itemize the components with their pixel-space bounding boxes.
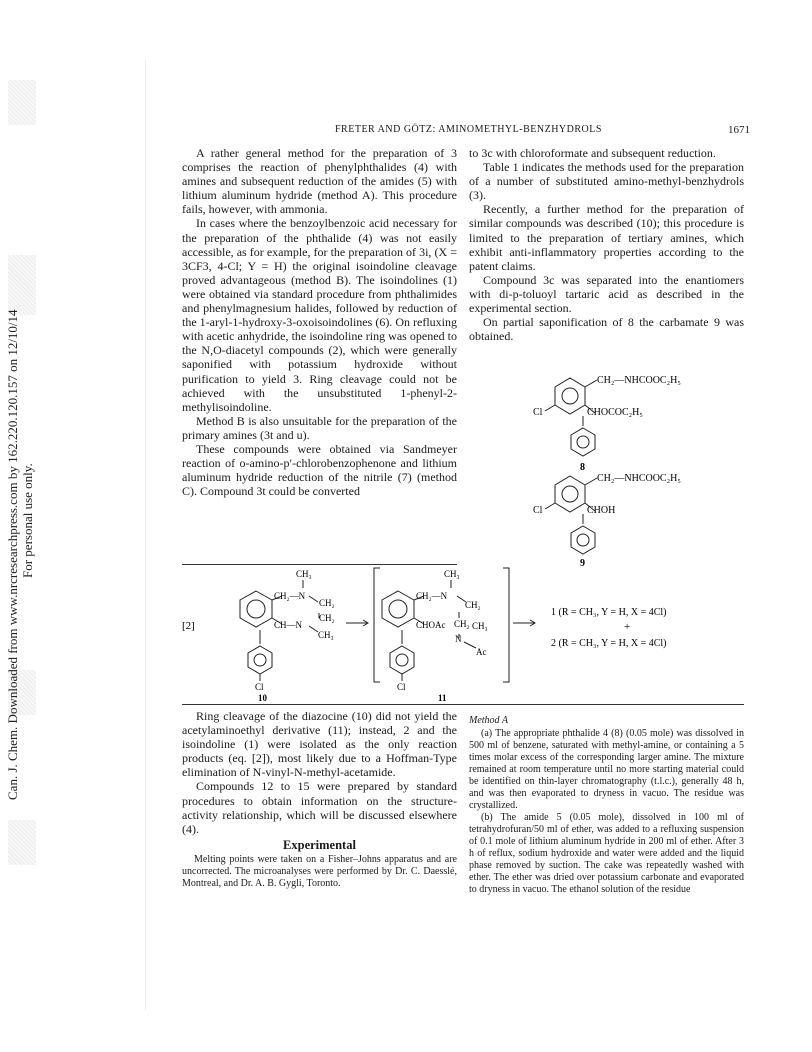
methylene-label: CH₂ — [319, 613, 335, 623]
methylene-label: CH₂ — [465, 600, 481, 610]
substituent-label: CH₂—NHCOOC₂H₅ — [597, 473, 681, 484]
scan-noise — [8, 820, 36, 865]
substituent-label: CHOCOC₂H₅ — [587, 407, 643, 418]
paragraph: In cases where the benzoylbenzoic acid necessary for the preparation of the phthalide (4) was not easily accessible, as for example, for the preparation of 3i, (X = 3CF3, 4-Cl; Y = H) the original isoindoline cleavage proved advantageous (method B). The isoindolines (1) were obtained via standard procedure from phthalimides and phenylmagnesium halides, followed by reduction of the 1-aryl-1-hydroxy-3-oxoisoindolines (6). On refluxing with acetic anhydride, the isoindoline ring was opened to the N,O-diacetyl compounds (2), which were generally saponified with potassium hydroxide without purification to yield 3. Ring cleavage could not be achieved with the unsubstituted 1-phenyl-2-methylisoindoline. — [182, 216, 457, 414]
lower-left-text — [182, 709, 457, 890]
acetoxy-label: CHOAc — [416, 620, 446, 630]
methyl-label: CH₃ — [444, 569, 460, 579]
substituent-label: CH₂—NHCOOC₂H₅ — [597, 375, 681, 386]
nitrogen-label: N — [455, 634, 462, 644]
methylene-label: CH₂ — [319, 598, 335, 608]
right-column-text — [469, 146, 744, 343]
compound-label: 8 — [580, 462, 585, 473]
equation-label: [2] — [182, 620, 195, 632]
paragraph: (b) The amide 5 (0.05 mole), dissolved in 100 ml of tetrahydrofuran/50 ml of ether, was added to a refluxing suspension of 0.1 mole of lithium aluminum hydride in 200 ml of ether. After 3 h of reflux, sodium hydroxide and water were added and the liquid phase removed by suction. The cake was repeatedly washed with ether. The ether was dried over potassium carbonate and evaporated to dryness in vacuo. The ethanol solution of the residue — [469, 812, 744, 895]
chlorine-label: Cl — [533, 407, 543, 418]
personal-use-note: For personal use only. — [20, 463, 35, 578]
scheme-rule-bottom — [182, 704, 744, 705]
paragraph: Ring cleavage of the diazocine (10) did not yield the acetylaminoethyl derivative (11); instead, 2 and the isoindoline (1) were isolated as the only reaction products (eq. [2]), most likely due to a Hoffman-Type elimination of N-vinyl-N-methyl-acetamide. — [182, 709, 457, 780]
methyl-label: CH₃ — [296, 569, 312, 579]
scan-edge — [145, 60, 146, 1010]
experimental-heading: Experimental — [283, 837, 356, 852]
fragment-label: CH₂—N — [274, 591, 306, 601]
paragraph: A rather general method for the preparation of 3 comprises the reaction of phenylphthalides (4) with amines and subsequent reduction of the amides (5) with lithium aluminum hydride (method A). This procedure fails, however, with ammonia. — [182, 146, 457, 217]
fragment-label: CH—N — [274, 620, 303, 630]
paragraph: Compounds 12 to 15 were prepared by standard procedures to obtain information on the structure-activity relationship, which will be discussed elsewhere (4). — [182, 779, 457, 836]
plus-sign: + — [624, 621, 631, 633]
page-number: 1671 — [728, 124, 750, 136]
scan-noise — [8, 255, 36, 315]
paragraph: Table 1 indicates the methods used for the preparation of a number of substituted amino-methyl-benzhydrols (3). — [469, 160, 744, 203]
download-sidebar — [0, 0, 40, 1052]
method-a-heading: Method A — [469, 715, 508, 726]
paragraph: (a) The appropriate phthalide 4 (8) (0.05 mole) was dissolved in 500 ml of benzene, saturated with methyl-amine, or containing a 5 times molar excess of the corresponding larger amine. The mixture remained at room temperature until no more starting material could be identified on thin-layer chromatography (t.l.c.), generally 48 h, and was then evaporated to dryness in vacuo. The residue was crystallized. — [469, 728, 744, 811]
product-2-label: 2 (R = CH₃, Y = H, X = 4Cl) — [551, 638, 667, 649]
scheme-rule-top — [182, 564, 457, 565]
methyl-label: CH₃ — [472, 621, 488, 631]
substituent-label: CHOH — [587, 505, 616, 516]
scan-noise — [8, 80, 36, 125]
methyl-label: CH₃ — [318, 630, 334, 640]
chlorine-label: Cl — [397, 682, 406, 692]
chlorine-label: Cl — [533, 505, 543, 516]
compound-label: 11 — [438, 693, 447, 703]
structures-8-9 — [525, 368, 725, 568]
paragraph: Recently, a further method for the preparation of similar compounds was described (10); this procedure is limited to the preparation of tertiary amines, which exhibit anti-inflammatory properties according to the patent claims. — [469, 202, 744, 273]
compound-label: 9 — [580, 558, 585, 568]
paragraph: to 3c with chloroformate and subsequent reduction. — [469, 146, 716, 160]
paragraph: Method B is also unsuitable for the preparation of the primary amines (3t and u). — [182, 413, 457, 442]
paragraph: Compound 3c was separated into the enantiomers with di-p-toluoyl tartaric acid as described in the experimental section. — [469, 272, 744, 316]
left-column-text — [182, 146, 457, 498]
method-a-section — [469, 715, 744, 896]
chlorine-label: Cl — [255, 682, 264, 692]
product-1-label: 1 (R = CH₃, Y = H, X = 4Cl) — [551, 607, 667, 618]
experimental-text: Melting points were taken on a Fisher–Johns apparatus and are uncorrected. The microanalyses were performed by Dr. C. Daesslé, Montreal, and Dr. A. B. Gygli, Toronto. — [182, 853, 457, 889]
paragraph: These compounds were obtained via Sandmeyer reaction of o-amino-p′-chlorobenzophenone and lithium aluminum hydride reduction of the nitrile (7) (method C). Compound 3t could be converted — [182, 441, 457, 499]
reaction-scheme-2 — [176, 566, 746, 704]
paragraph: On partial saponification of 8 the carbamate 9 was obtained. — [469, 315, 744, 344]
compound-label: 10 — [258, 693, 267, 703]
methylene-label: CH₂ — [454, 619, 470, 629]
download-note: Can. J. Chem. Downloaded from www.nrcresearchpress.com by 162.220.120.157 on 12/10/14 — [5, 309, 20, 800]
fragment-label: CH₂—N — [416, 591, 448, 601]
acetyl-label: Ac — [476, 647, 487, 657]
running-title: FRETER AND GÖTZ: AMINOMETHYL-BENZHYDROLS — [335, 124, 602, 135]
